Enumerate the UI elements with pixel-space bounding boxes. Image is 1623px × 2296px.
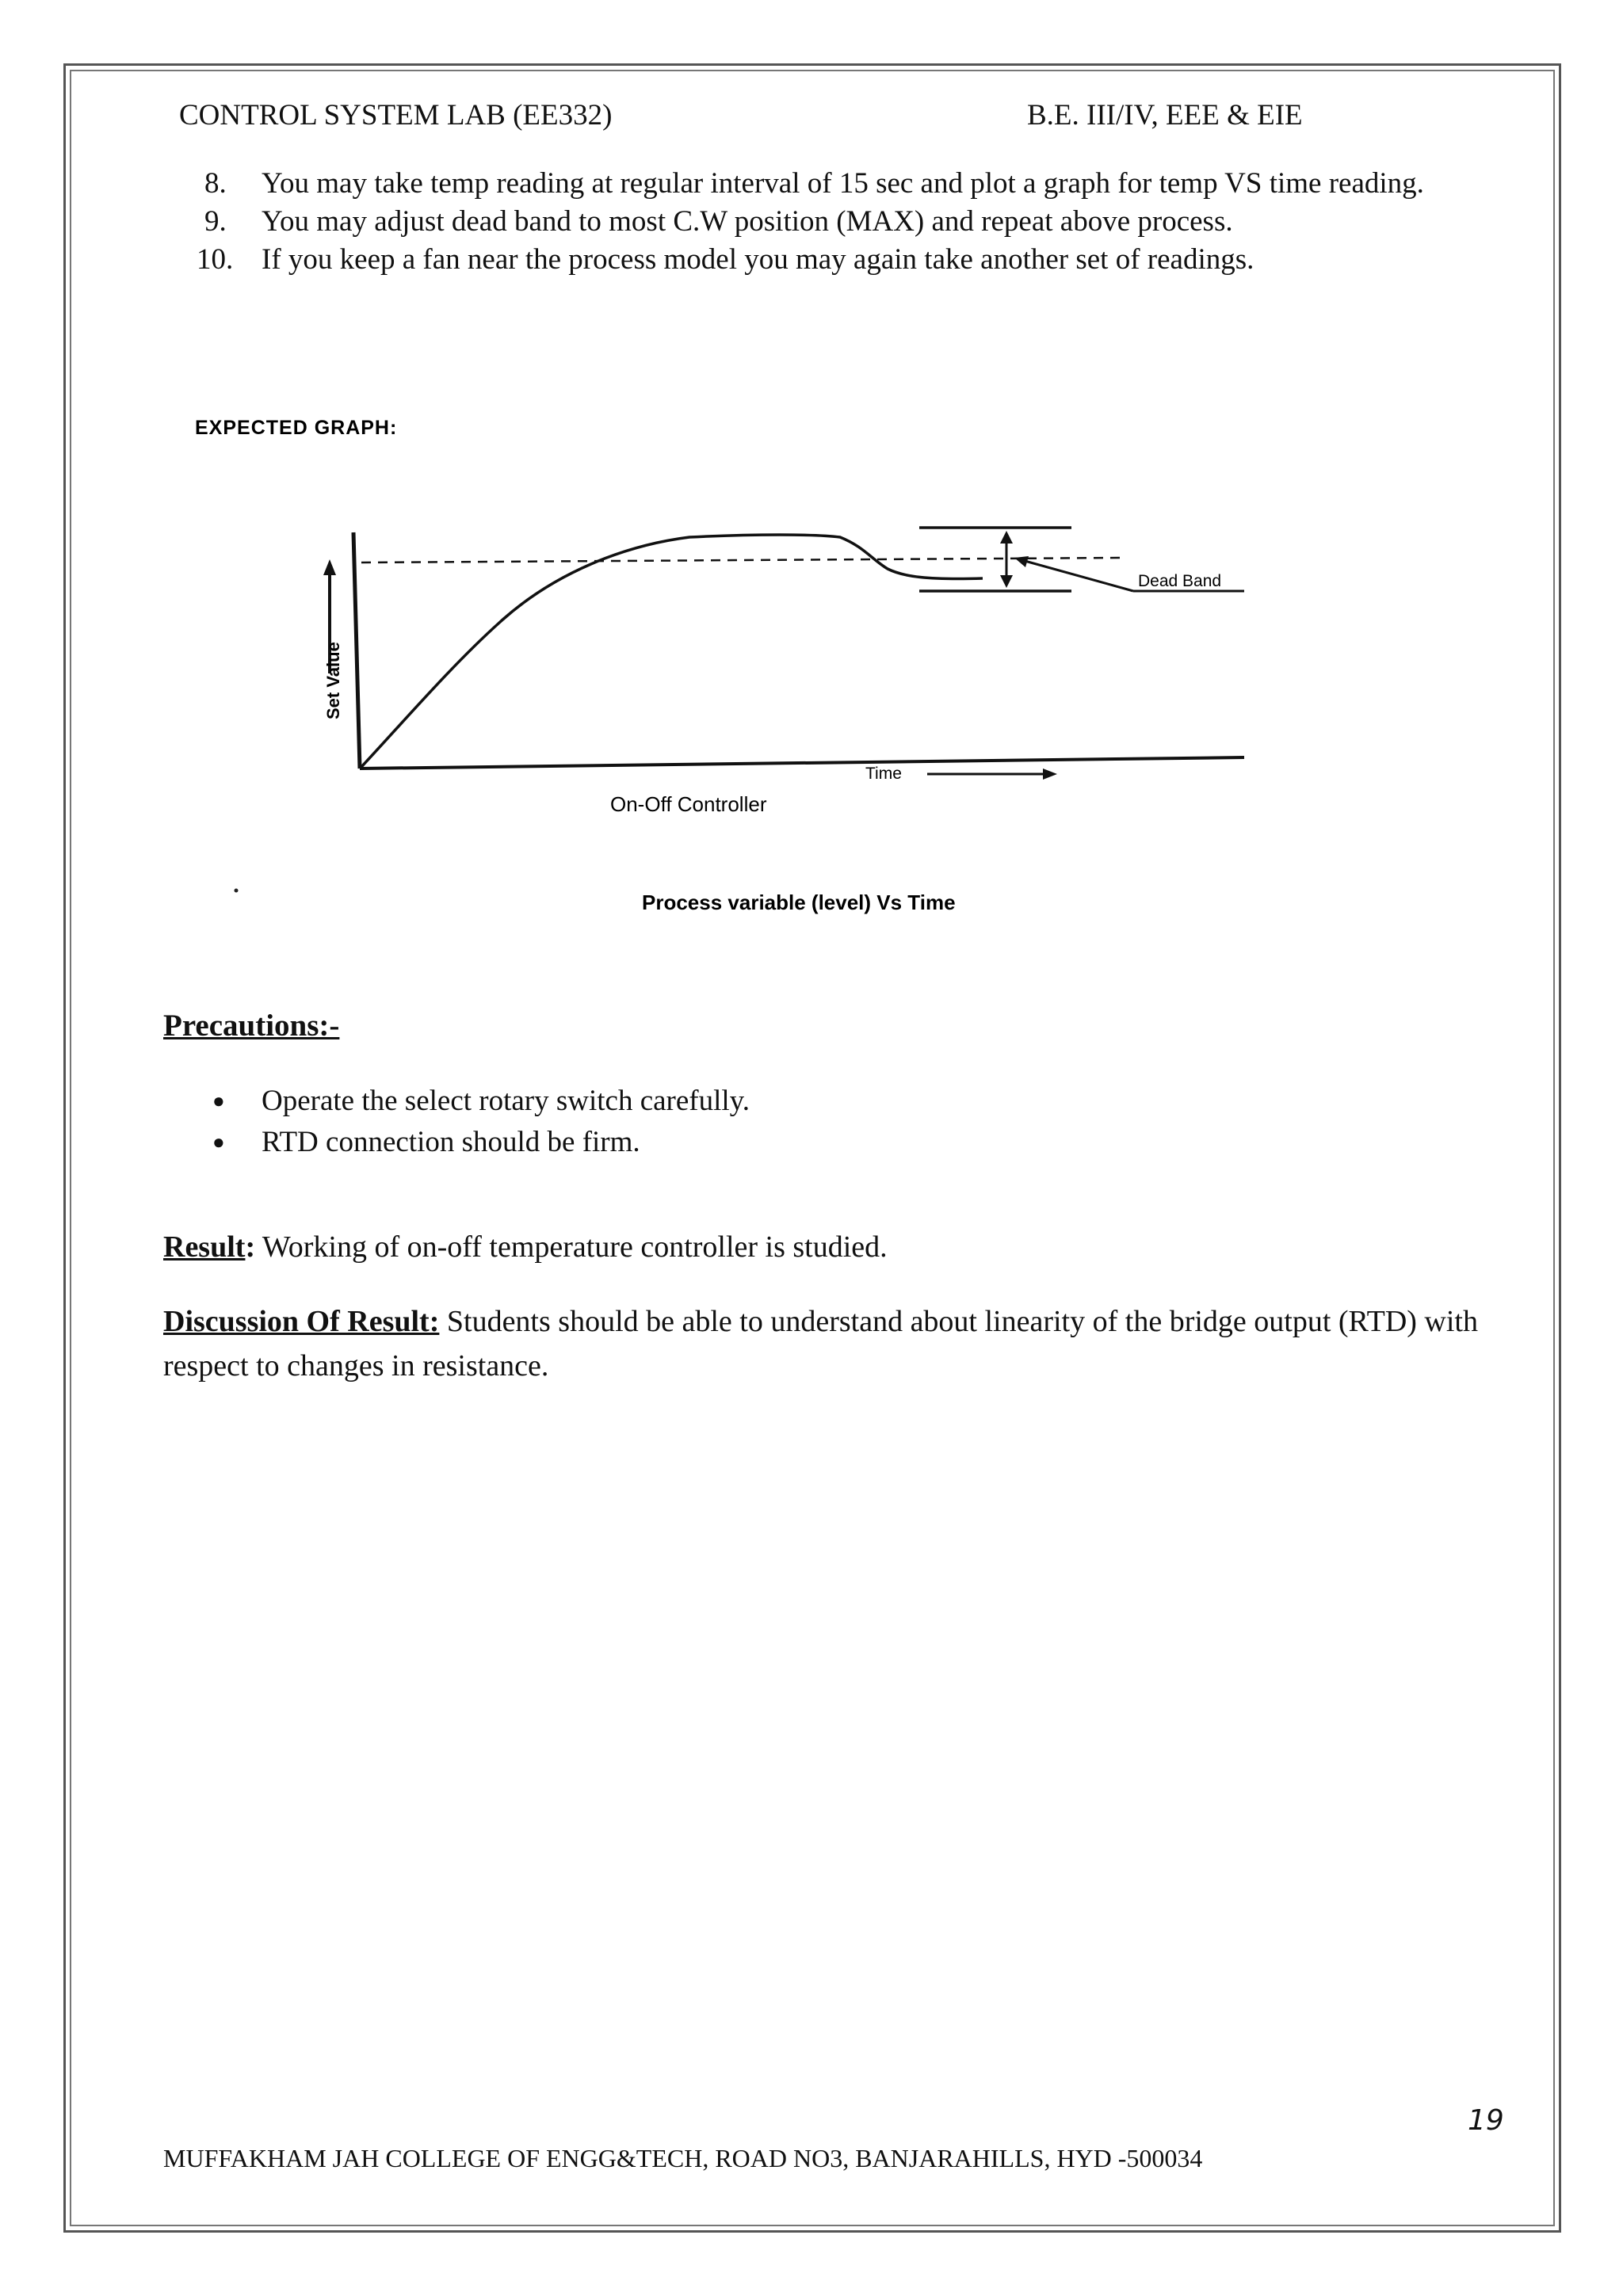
result-text: Working of on-off temperature controller is studied. bbox=[255, 1230, 888, 1264]
list-item: ● RTD connection should be firm. bbox=[212, 1122, 750, 1163]
result-label: Result bbox=[163, 1230, 246, 1264]
step-text: You may take temp reading at regular interval of 15 sec and plot a graph for temp VS time reading. bbox=[262, 167, 1424, 200]
page-number: 19 bbox=[1468, 2104, 1504, 2137]
step-number: 8. bbox=[204, 167, 227, 200]
x-axis-arrow bbox=[927, 769, 1057, 780]
procedure-step bbox=[197, 241, 1504, 279]
x-axis-line bbox=[360, 757, 1244, 769]
header-course-title: CONTROL SYSTEM LAB (EE332) bbox=[179, 99, 613, 132]
result-colon: : bbox=[245, 1230, 256, 1264]
step-text: You may adjust dead band to most C.W position (MAX) and repeat above process. bbox=[262, 205, 1233, 238]
graph-heading: EXPECTED GRAPH: bbox=[195, 417, 398, 439]
graph-subtitle: On-Off Controller bbox=[610, 792, 767, 816]
expected-graph-figure bbox=[182, 412, 1284, 935]
step-text: If you keep a fan near the process model you may again take another set of readings. bbox=[262, 243, 1254, 276]
process-variable-curve bbox=[361, 535, 983, 767]
discussion-paragraph bbox=[163, 1299, 1526, 1388]
x-axis-label: Time bbox=[865, 765, 902, 783]
scan-speck bbox=[235, 889, 239, 893]
discussion-label: Discussion Of Result: bbox=[163, 1305, 440, 1338]
y-axis-line bbox=[353, 532, 360, 769]
step-number: 9. bbox=[204, 205, 227, 238]
procedure-steps bbox=[197, 165, 1504, 279]
set-point-dashed-line bbox=[361, 558, 1125, 563]
step-number: 10. bbox=[197, 243, 234, 276]
footer-address: MUFFAKHAM JAH COLLEGE OF ENGG&TECH, ROAD NO3, BANJARAHILLS, HYD -500034 bbox=[163, 2144, 1203, 2172]
discussion-text: Students should be able to understand about linearity of the bridge output (RTD) with respect to changes in resistance. bbox=[163, 1305, 1478, 1383]
graph-caption: Process variable (level) Vs Time bbox=[642, 891, 956, 914]
procedure-step bbox=[204, 203, 1504, 241]
dead-band-label: Dead Band bbox=[1138, 572, 1222, 590]
dead-band-pointer bbox=[1014, 556, 1133, 591]
precautions-title: Precautions:- bbox=[163, 1009, 340, 1043]
header-class: B.E. III/IV, EEE & EIE bbox=[1027, 99, 1303, 132]
list-item: ● Operate the select rotary switch carefully. bbox=[212, 1081, 750, 1122]
y-axis-label: Set Value bbox=[323, 642, 343, 719]
precautions-list bbox=[212, 1081, 750, 1163]
procedure-step bbox=[204, 165, 1504, 203]
result-paragraph bbox=[163, 1230, 888, 1264]
